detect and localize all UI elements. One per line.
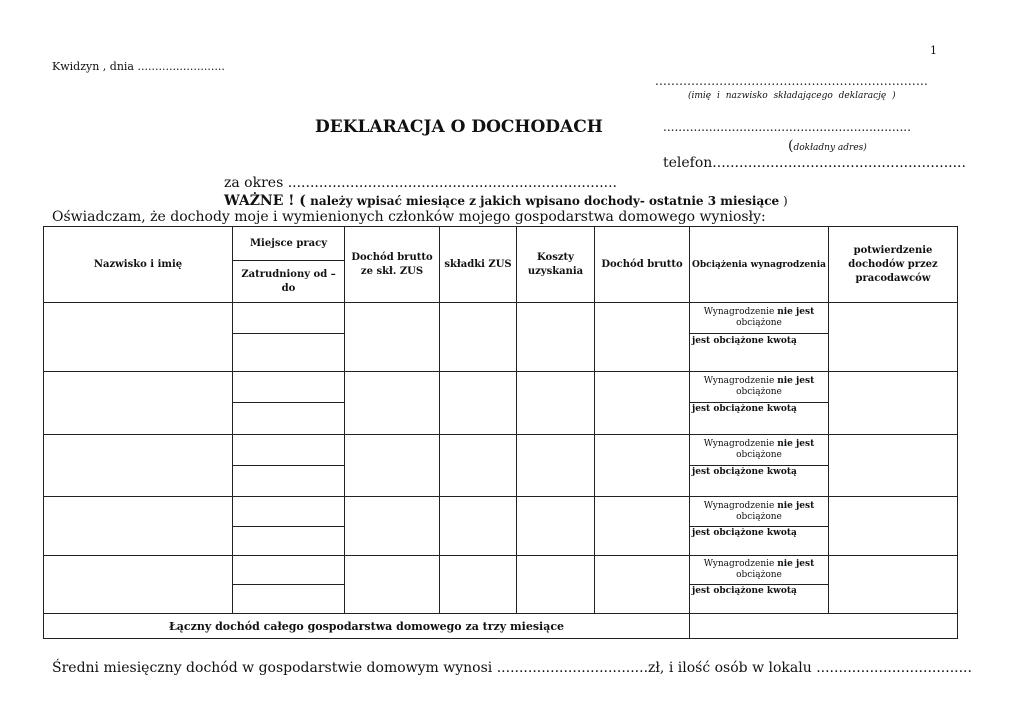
- name-field[interactable]: ....................................................................: [655, 74, 928, 88]
- address-caption-text: dokładny adres): [793, 143, 867, 153]
- not-burdened-bold: nie jest: [777, 500, 815, 511]
- not-burdened-suffix: obciążone: [736, 570, 782, 580]
- total-label: Łączny dochód całego gospodarstwa domowego za trzy miesiące: [44, 614, 690, 639]
- cell-burdened-5[interactable]: jest obciążone kwotą: [690, 585, 829, 614]
- cell-costs-5[interactable]: [517, 556, 595, 614]
- cell-workplace-2[interactable]: [233, 372, 345, 403]
- important-note: [224, 193, 788, 209]
- cell-gross-zus-4[interactable]: [345, 497, 440, 556]
- cell-burdened-2[interactable]: jest obciążone kwotą: [690, 403, 829, 435]
- cell-costs-3[interactable]: [517, 435, 595, 497]
- header-gross-zus: Dochód brutto ze skł. ZUS: [345, 227, 440, 303]
- name-caption: (imię i nazwisko składającego deklarację ): [688, 91, 896, 101]
- cell-zus-4[interactable]: [440, 497, 517, 556]
- place-date-field[interactable]: Kwidzyn , dnia .........................: [52, 60, 225, 73]
- header-gross: Dochód brutto: [595, 227, 690, 303]
- document-title: DEKLARACJA O DOCHODACH: [315, 117, 603, 137]
- cell-employed-5[interactable]: [233, 585, 345, 614]
- cell-not-burdened-2[interactable]: [690, 372, 829, 403]
- cell-workplace-1[interactable]: [233, 303, 345, 334]
- cell-confirmation-2[interactable]: [829, 372, 958, 435]
- not-burdened-label: Wynagrodzenie: [703, 559, 778, 569]
- cell-employed-2[interactable]: [233, 403, 345, 435]
- declaration-intro: Oświadczam, że dochody moje i wymienionych członków mojego gospodarstwa domowego wyniosły:: [52, 209, 766, 225]
- not-burdened-bold: nie jest: [777, 439, 815, 449]
- cell-burdened-4[interactable]: jest obciążone kwotą: [690, 527, 829, 556]
- header-employed: Zatrudniony od – do: [233, 261, 345, 303]
- cell-name-4[interactable]: [44, 497, 233, 556]
- header-workplace: Miejsce pracy: [233, 227, 345, 261]
- cell-name-2[interactable]: [44, 372, 233, 435]
- cell-gross-zus-2[interactable]: [345, 372, 440, 435]
- cell-confirmation-5[interactable]: [829, 556, 958, 614]
- cell-confirmation-3[interactable]: [829, 435, 958, 497]
- cell-gross-4[interactable]: [595, 497, 690, 556]
- header-deductions: Obciążenia wynagrodzenia: [690, 227, 829, 303]
- phone-field[interactable]: telefon.........................................................: [663, 155, 966, 171]
- not-burdened-suffix: obciążone: [736, 511, 782, 522]
- not-burdened-suffix: obciążone: [736, 387, 782, 397]
- cell-name-3[interactable]: [44, 435, 233, 497]
- cell-workplace-5[interactable]: [233, 556, 345, 585]
- cell-zus-1[interactable]: [440, 303, 517, 372]
- cell-costs-2[interactable]: [517, 372, 595, 435]
- cell-gross-2[interactable]: [595, 372, 690, 435]
- address-field[interactable]: .................................................................: [663, 120, 911, 134]
- header-confirmation: potwierdzenie dochodów przez pracodawców: [829, 227, 958, 303]
- header-zus: składki ZUS: [440, 227, 517, 303]
- not-burdened-label: Wynagrodzenie: [703, 376, 778, 386]
- cell-gross-zus-5[interactable]: [345, 556, 440, 614]
- cell-zus-2[interactable]: [440, 372, 517, 435]
- cell-burdened-3[interactable]: jest obciążone kwotą: [690, 466, 829, 497]
- not-burdened-suffix: obciążone: [736, 450, 782, 460]
- cell-employed-1[interactable]: [233, 334, 345, 372]
- not-burdened-label: Wynagrodzenie: [703, 439, 778, 449]
- cell-employed-4[interactable]: [233, 527, 345, 556]
- not-burdened-suffix: obciążone: [736, 318, 782, 328]
- cell-not-burdened-5[interactable]: [690, 556, 829, 585]
- header-costs: Koszty uzyskania: [517, 227, 595, 303]
- cell-gross-zus-1[interactable]: [345, 303, 440, 372]
- cell-gross-5[interactable]: [595, 556, 690, 614]
- cell-workplace-3[interactable]: [233, 435, 345, 466]
- address-caption-paren: (: [788, 138, 794, 154]
- important-text: należy wpisać miesiące z jakich wpisano dochody- ostatnie 3 miesiące: [310, 194, 780, 208]
- cell-burdened-1[interactable]: jest obciążone kwotą: [690, 334, 829, 372]
- cell-name-1[interactable]: [44, 303, 233, 372]
- income-table: [43, 226, 958, 639]
- not-burdened-bold: nie jest: [777, 376, 815, 386]
- not-burdened-label: Wynagrodzenie: [703, 500, 778, 511]
- cell-costs-1[interactable]: [517, 303, 595, 372]
- cell-gross-zus-3[interactable]: [345, 435, 440, 497]
- cell-costs-4[interactable]: [517, 497, 595, 556]
- cell-employed-3[interactable]: [233, 466, 345, 497]
- cell-not-burdened-4[interactable]: [690, 497, 829, 527]
- not-burdened-label: Wynagrodzenie: [703, 307, 778, 317]
- not-burdened-bold: nie jest: [777, 559, 815, 569]
- address-caption: [788, 138, 867, 154]
- not-burdened-bold: nie jest: [777, 307, 815, 317]
- important-label: WAŻNE ! (: [224, 193, 306, 209]
- cell-zus-5[interactable]: [440, 556, 517, 614]
- cell-gross-1[interactable]: [595, 303, 690, 372]
- header-name: Nazwisko i imię: [44, 227, 233, 303]
- cell-not-burdened-3[interactable]: [690, 435, 829, 466]
- period-field[interactable]: za okres ..........................................................................: [224, 175, 618, 191]
- cell-zus-3[interactable]: [440, 435, 517, 497]
- cell-confirmation-4[interactable]: [829, 497, 958, 556]
- total-value[interactable]: [690, 614, 958, 639]
- cell-workplace-4[interactable]: [233, 497, 345, 527]
- cell-gross-3[interactable]: [595, 435, 690, 497]
- important-close: ): [779, 194, 788, 208]
- cell-name-5[interactable]: [44, 556, 233, 614]
- cell-not-burdened-1[interactable]: [690, 303, 829, 334]
- average-income-line[interactable]: Średni miesięczny dochód w gospodarstwie domowym wynosi ..................................zł, i ilość osób w lokalu ...................................: [52, 660, 972, 676]
- page-number: 1: [930, 44, 937, 57]
- cell-confirmation-1[interactable]: [829, 303, 958, 372]
